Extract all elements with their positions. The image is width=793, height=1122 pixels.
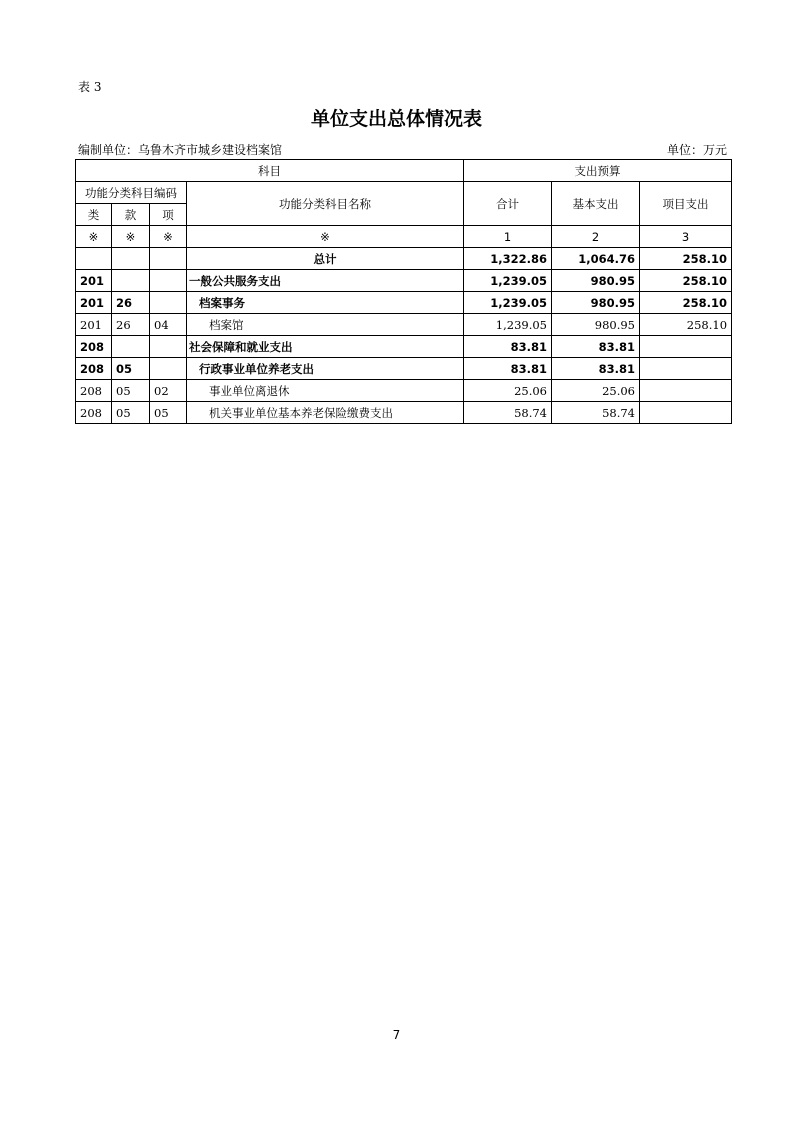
mark-kuan: ※ — [112, 226, 150, 248]
cell-basic: 58.74 — [552, 402, 640, 424]
header-row-4 — [76, 226, 732, 248]
cell-basic: 83.81 — [552, 358, 640, 380]
cell-name: 事业单位离退休 — [187, 380, 464, 402]
cell-kuan — [112, 336, 150, 358]
cell-lei: 208 — [76, 380, 112, 402]
cell-basic: 1,064.76 — [552, 248, 640, 270]
name-header: 功能分类科目名称 — [187, 182, 464, 226]
cell-total: 83.81 — [464, 358, 552, 380]
cell-name: 档案馆 — [187, 314, 464, 336]
cell-xiang: 05 — [150, 402, 187, 424]
cell-kuan: 26 — [112, 292, 150, 314]
cell-basic: 980.95 — [552, 292, 640, 314]
table-row — [76, 336, 732, 358]
cell-lei: 201 — [76, 314, 112, 336]
cell-total: 1,239.05 — [464, 270, 552, 292]
cell-xiang — [150, 358, 187, 380]
cell-project: 258.10 — [640, 314, 732, 336]
cell-basic: 980.95 — [552, 270, 640, 292]
cell-project — [640, 402, 732, 424]
cell-lei — [76, 248, 112, 270]
cell-basic: 980.95 — [552, 314, 640, 336]
cell-basic: 83.81 — [552, 336, 640, 358]
cell-name: 总计 — [187, 248, 464, 270]
header-row-2 — [76, 182, 732, 204]
cell-basic: 25.06 — [552, 380, 640, 402]
cell-project — [640, 380, 732, 402]
cell-lei: 208 — [76, 402, 112, 424]
cell-project — [640, 358, 732, 380]
basic-header: 基本支出 — [552, 182, 640, 226]
page-title: 单位支出总体情况表 — [310, 108, 482, 130]
cell-project: 258.10 — [640, 270, 732, 292]
cell-xiang — [150, 248, 187, 270]
mark-name: ※ — [187, 226, 464, 248]
cell-xiang — [150, 270, 187, 292]
cell-name: 社会保障和就业支出 — [187, 336, 464, 358]
cell-lei: 201 — [76, 292, 112, 314]
cell-kuan: 05 — [112, 380, 150, 402]
cell-total: 1,322.86 — [464, 248, 552, 270]
cell-kuan: 26 — [112, 314, 150, 336]
kuan-header: 款 — [112, 204, 150, 226]
col-index-3: 3 — [640, 226, 732, 248]
cell-xiang: 02 — [150, 380, 187, 402]
cell-total: 1,239.05 — [464, 292, 552, 314]
table-row — [76, 402, 732, 424]
currency-unit: 单位：万元 — [666, 143, 727, 157]
table-row-total — [76, 248, 732, 270]
compiling-unit: 编制单位：乌鲁木齐市城乡建设档案馆 — [78, 143, 283, 157]
cell-total: 25.06 — [464, 380, 552, 402]
table-row — [76, 270, 732, 292]
cell-xiang — [150, 336, 187, 358]
cell-project: 258.10 — [640, 248, 732, 270]
project-header: 项目支出 — [640, 182, 732, 226]
code-group-header: 功能分类科目编码 — [76, 182, 187, 204]
cell-name: 一般公共服务支出 — [187, 270, 464, 292]
header-row-1 — [76, 160, 732, 182]
lei-header: 类 — [76, 204, 112, 226]
col-index-1: 1 — [464, 226, 552, 248]
cell-total: 1,239.05 — [464, 314, 552, 336]
cell-name: 档案事务 — [187, 292, 464, 314]
page-number: 7 — [392, 1028, 401, 1042]
cell-kuan — [112, 248, 150, 270]
cell-lei: 208 — [76, 336, 112, 358]
cell-name: 机关事业单位基本养老保险缴费支出 — [187, 402, 464, 424]
table-row — [76, 292, 732, 314]
table-row — [76, 314, 732, 336]
cell-kuan — [112, 270, 150, 292]
mark-lei: ※ — [76, 226, 112, 248]
cell-project: 258.10 — [640, 292, 732, 314]
col-index-2: 2 — [552, 226, 640, 248]
total-header: 合计 — [464, 182, 552, 226]
cell-lei: 208 — [76, 358, 112, 380]
cell-kuan: 05 — [112, 402, 150, 424]
cell-lei: 201 — [76, 270, 112, 292]
cell-project — [640, 336, 732, 358]
cell-name: 行政事业单位养老支出 — [187, 358, 464, 380]
subject-header: 科目 — [76, 160, 464, 182]
cell-total: 83.81 — [464, 336, 552, 358]
table-number: 表 3 — [78, 80, 102, 94]
cell-xiang — [150, 292, 187, 314]
cell-total: 58.74 — [464, 402, 552, 424]
table-row — [76, 380, 732, 402]
budget-header: 支出预算 — [464, 160, 732, 182]
table-row — [76, 358, 732, 380]
cell-xiang: 04 — [150, 314, 187, 336]
expenditure-table — [75, 159, 732, 424]
xiang-header: 项 — [150, 204, 187, 226]
mark-xiang: ※ — [150, 226, 187, 248]
cell-kuan: 05 — [112, 358, 150, 380]
